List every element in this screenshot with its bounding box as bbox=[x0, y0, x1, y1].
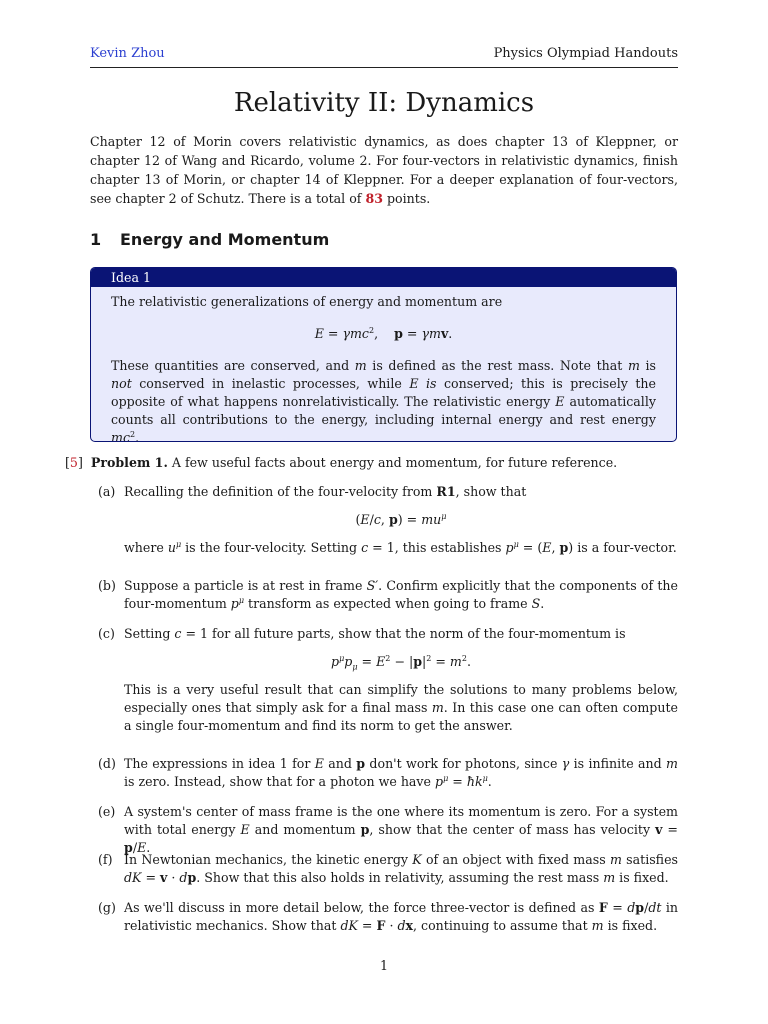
page-title: Relativity II: Dynamics bbox=[233, 88, 535, 118]
idea-explanation: These quantities are conserved, and m is defined as the rest mass. Note that m is not conserved in inelastic processes, while E is conserved; this is precisely the opposite of what happens nonrelativistically. The relativistic energy E automatically counts all contributions to the energy, including internal energy and rest energy $mc^2$. bbox=[111, 358, 657, 442]
ref-r1[interactable]: R1 bbox=[436, 484, 456, 499]
part-d: (d) The expressions in idea 1 for E and p don't work for photons, since γ is infinite and m is zero. Instead, show that for a photon we have $p^\mu$ = $ħk^\mu$. bbox=[98, 756, 678, 789]
intro-paragraph bbox=[90, 132, 678, 208]
problem-points: 5 bbox=[69, 455, 78, 470]
total-points: 83 bbox=[365, 191, 383, 206]
header-series: Physics Olympiad Handouts bbox=[493, 46, 678, 61]
problem-label: Problem 1. bbox=[90, 455, 168, 470]
idea-box bbox=[90, 267, 677, 442]
part-c: (c) Setting c = 1 for all future parts, show that the norm of the four-momentum is $p^\mu p_\mu = E^2 - |p|^2 = m^2$. This is a very useful result that can simplify the solutions to many problems below, especially ones that simply ask for a final mass m. In this case one can often compute a single four-momentum and find its norm to get the answer. bbox=[98, 626, 678, 733]
part-e: (e) A system's center of mass frame is the one where its momentum is zero. For a system with total energy E and momentum p, show that the center of mass has velocity v = p/E. bbox=[98, 804, 678, 855]
section-number: 1 bbox=[90, 230, 102, 249]
idea-lead: The relativistic generalizations of energy and momentum are bbox=[111, 294, 503, 309]
intro-text-end: points. bbox=[382, 191, 431, 206]
idea-title: Idea 1 bbox=[91, 268, 676, 287]
energy-momentum-equation: E = γmc$^2$, p = γmv. bbox=[314, 325, 453, 341]
part-a: (a) Recalling the definition of the four-velocity from R1, show that (E/c, $p) = mu^\mu$ where $u^\mu$ is the four-velocity. Setting c = 1, this establishes $p^\mu = (E$, p) is a four-vector. bbox=[98, 484, 677, 555]
problem-1-statement: [5] Problem 1. A few useful facts about energy and momentum, for future reference. bbox=[65, 455, 618, 470]
intro-text: Chapter 12 of Morin covers relativistic dynamics, as does chapter 13 of Kleppner, or chapter 12 of Wang and Ricardo, volume 2. For four-vectors in relativistic dynamics, finish chapter 13 of Morin, or chapter 14 of Kleppner. For a deeper explanation of four-vectors, see chapter 2 of Schutz. There is a total of bbox=[90, 134, 678, 206]
section-heading bbox=[90, 230, 329, 249]
header-rule bbox=[90, 67, 678, 68]
section-title: Energy and Momentum bbox=[120, 230, 330, 249]
idea-body bbox=[91, 287, 676, 442]
norm-equation: $p^\mu p_\mu = E^2 - |p|^2 = m^2$. bbox=[331, 653, 471, 672]
part-b: (b) Suppose a particle is at rest in frame S′. Confirm explicitly that the components of the four-momentum $p^\mu$ transform as expected when going to frame S. bbox=[98, 578, 678, 611]
four-momentum-equation: (E/c, $p) = mu^\mu$ bbox=[355, 511, 447, 527]
part-f: (f) In Newtonian mechanics, the kinetic energy K of an object with fixed mass m satisfies dK = v · dp. Show that this also holds in relativity, assuming the rest mass m is fixed. bbox=[98, 852, 678, 885]
problem-text: A few useful facts about energy and momentum, for future reference. bbox=[171, 455, 618, 470]
page-number: 1 bbox=[379, 958, 388, 973]
header-author[interactable]: Kevin Zhou bbox=[90, 46, 165, 61]
part-g: (g) As we'll discuss in more detail below, the force three-vector is defined as F = dp/dt in relativistic mechanics. Show that dK = F · dx, continuing to assume that m is fixed. bbox=[98, 900, 678, 933]
